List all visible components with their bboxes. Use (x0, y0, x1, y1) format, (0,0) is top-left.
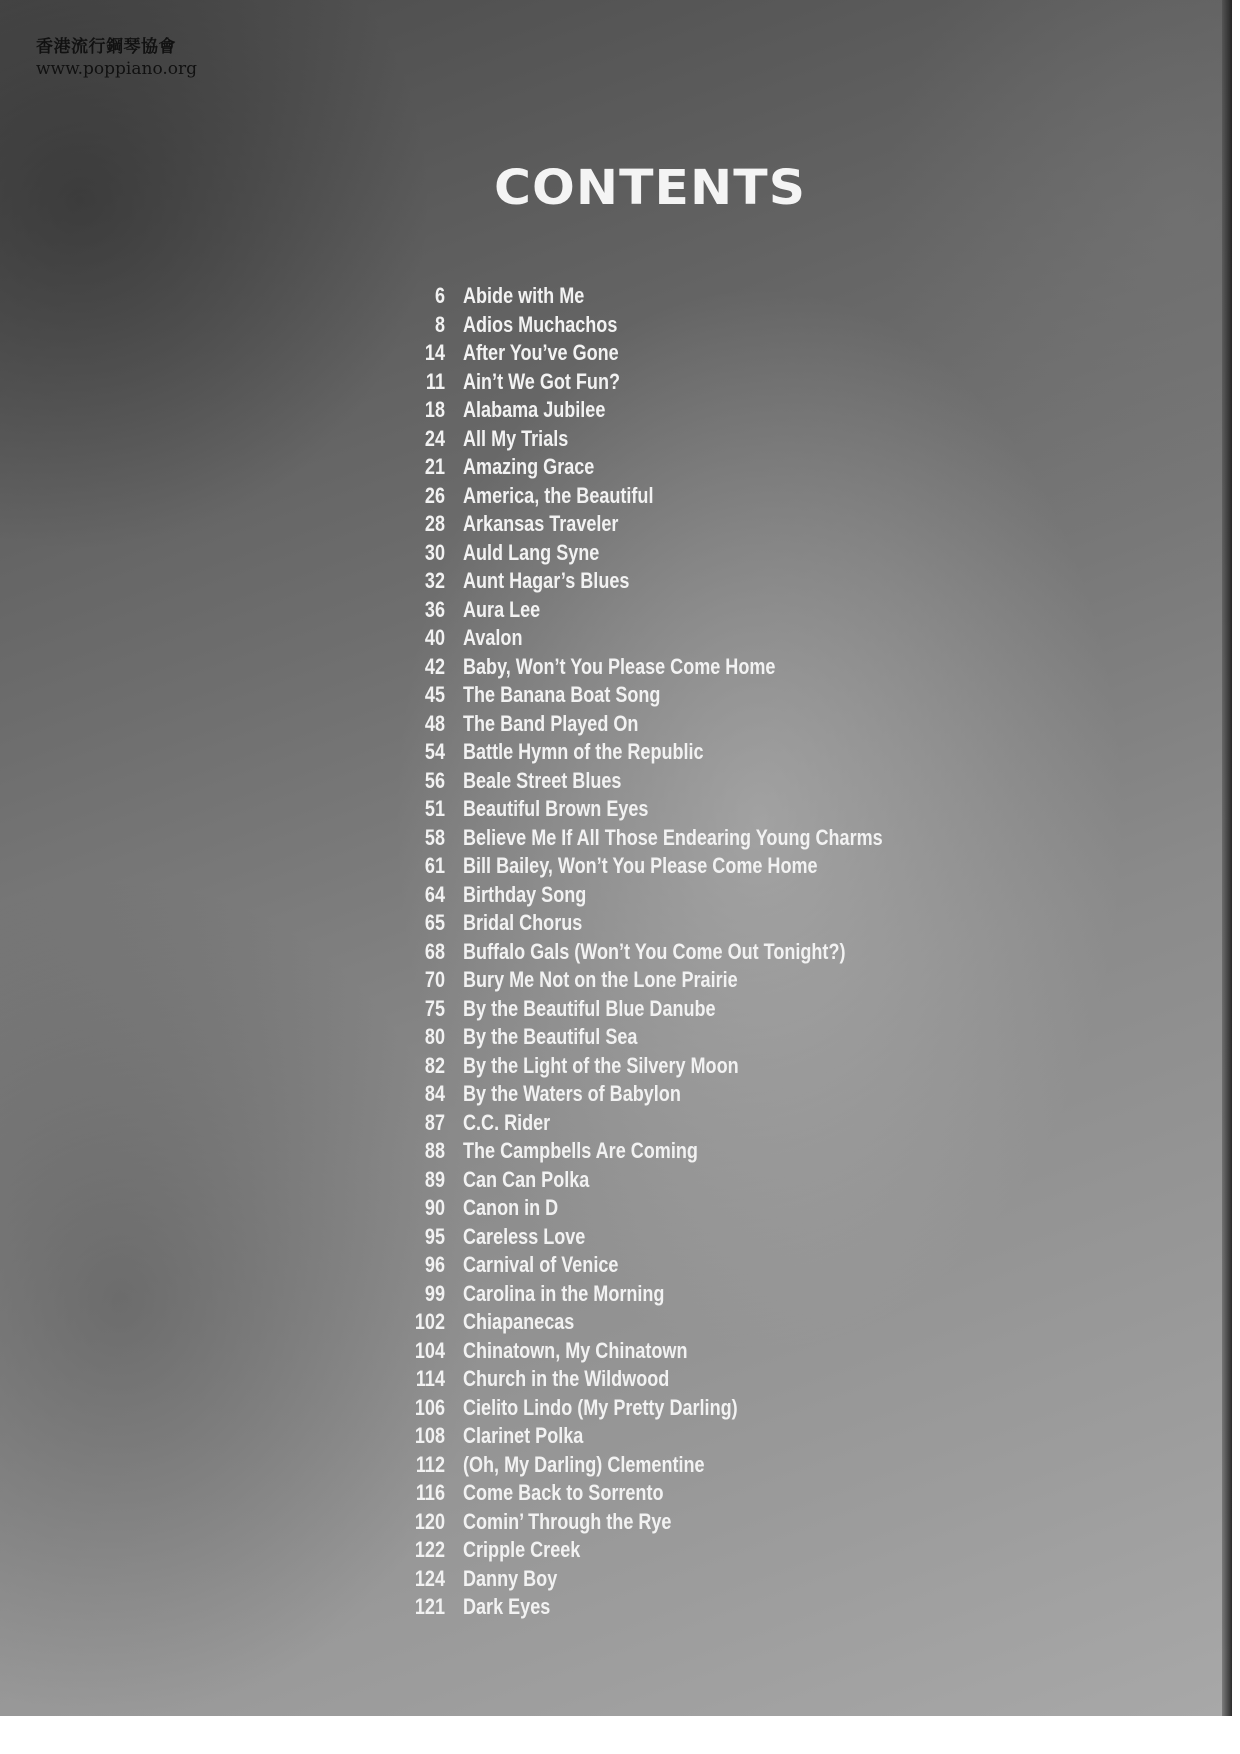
entry-page-number: 30 (424, 539, 445, 565)
entry-page-number: 88 (424, 1138, 445, 1164)
entry-page-number: 106 (414, 1394, 445, 1420)
entry-song-title: Comin’ Through the Rye (463, 1508, 672, 1534)
watermark-url: www.poppiano.org (36, 59, 198, 79)
entry-song-title: Birthday Song (463, 881, 587, 907)
entry-song-title: Cripple Creek (463, 1537, 581, 1563)
contents-entry (395, 1080, 975, 1109)
contents-entry (395, 396, 975, 425)
entry-song-title: Baby, Won’t You Please Come Home (463, 653, 776, 679)
entry-song-title: Dark Eyes (463, 1594, 551, 1620)
entry-page-number: 102 (414, 1309, 445, 1335)
entry-page-number: 11 (425, 368, 445, 394)
entry-page-number: 51 (424, 796, 445, 822)
entry-page-number: 18 (424, 397, 445, 423)
contents-entry (395, 510, 975, 539)
entry-page-number: 99 (424, 1280, 445, 1306)
entry-song-title: Church in the Wildwood (463, 1366, 670, 1392)
entry-song-title: Auld Lang Syne (463, 539, 600, 565)
entry-page-number: 96 (424, 1252, 445, 1278)
contents-entry (395, 453, 975, 482)
entry-page-number: 40 (424, 625, 445, 651)
contents-entry (395, 881, 975, 910)
entry-page-number: 64 (424, 881, 445, 907)
contents-entry (395, 966, 975, 995)
entry-page-number: 54 (424, 739, 445, 765)
contents-entry (395, 824, 975, 853)
contents-entry (395, 1451, 975, 1480)
entry-song-title: Carolina in the Morning (463, 1280, 665, 1306)
entry-song-title: Ain’t We Got Fun? (463, 368, 620, 394)
contents-entry (395, 482, 975, 511)
entry-song-title: (Oh, My Darling) Clementine (463, 1451, 705, 1477)
entry-song-title: Battle Hymn of the Republic (463, 739, 704, 765)
entry-song-title: Careless Love (463, 1223, 586, 1249)
entry-song-title: Buffalo Gals (Won’t You Come Out Tonight?) (463, 938, 846, 964)
contents-entry (395, 1365, 975, 1394)
entry-page-number: 89 (424, 1166, 445, 1192)
entry-page-number: 68 (424, 938, 445, 964)
entry-song-title: Adios Muchachos (463, 311, 618, 337)
entry-page-number: 32 (424, 568, 445, 594)
entry-song-title: Aunt Hagar’s Blues (463, 568, 630, 594)
entry-song-title: Canon in D (463, 1195, 559, 1221)
entry-song-title: Bridal Chorus (463, 910, 583, 936)
entry-page-number: 28 (424, 511, 445, 537)
entry-song-title: Avalon (463, 625, 523, 651)
contents-entry (395, 653, 975, 682)
contents-entry (395, 1194, 975, 1223)
entry-song-title: Beautiful Brown Eyes (463, 796, 649, 822)
contents-entry (395, 1023, 975, 1052)
contents-entry (395, 738, 975, 767)
entry-song-title: Can Can Polka (463, 1166, 590, 1192)
contents-entry (395, 1337, 975, 1366)
entry-song-title: By the Waters of Babylon (463, 1081, 681, 1107)
entry-song-title: Clarinet Polka (463, 1423, 584, 1449)
entry-song-title: All My Trials (463, 425, 569, 451)
entry-song-title: After You’ve Gone (463, 340, 619, 366)
entry-page-number: 42 (424, 653, 445, 679)
contents-list (395, 282, 975, 1622)
contents-entry (395, 425, 975, 454)
entry-page-number: 61 (424, 853, 445, 879)
contents-entry (395, 624, 975, 653)
contents-entry (395, 1137, 975, 1166)
contents-entry (395, 852, 975, 881)
entry-song-title: The Campbells Are Coming (463, 1138, 698, 1164)
watermark-chinese: 香港流行鋼琴協會 (36, 37, 176, 57)
entry-song-title: Alabama Jubilee (463, 397, 606, 423)
contents-entry (395, 1394, 975, 1423)
contents-entry (395, 1052, 975, 1081)
entry-song-title: Believe Me If All Those Endearing Young Charms (463, 824, 883, 850)
contents-entry (395, 1536, 975, 1565)
entry-page-number: 14 (424, 340, 445, 366)
entry-song-title: Chinatown, My Chinatown (463, 1337, 688, 1363)
contents-entry (395, 995, 975, 1024)
entry-page-number: 36 (424, 596, 445, 622)
entry-page-number: 121 (414, 1594, 445, 1620)
contents-entry (395, 1308, 975, 1337)
watermark (36, 36, 197, 80)
entry-page-number: 48 (424, 710, 445, 736)
contents-entry (395, 339, 975, 368)
entry-song-title: The Banana Boat Song (463, 682, 661, 708)
entry-page-number: 75 (424, 995, 445, 1021)
entry-page-number: 114 (415, 1366, 445, 1392)
entry-page-number: 104 (414, 1337, 445, 1363)
entry-page-number: 87 (424, 1109, 445, 1135)
entry-page-number: 24 (424, 425, 445, 451)
page-title: CONTENTS (493, 160, 807, 216)
contents-entry (395, 909, 975, 938)
entry-page-number: 112 (415, 1451, 445, 1477)
entry-page-number: 120 (414, 1508, 445, 1534)
contents-entry (395, 311, 975, 340)
entry-page-number: 90 (424, 1195, 445, 1221)
entry-page-number: 6 (434, 283, 445, 309)
contents-entry (395, 710, 975, 739)
entry-page-number: 21 (424, 454, 445, 480)
entry-page-number: 82 (424, 1052, 445, 1078)
entry-song-title: Bill Bailey, Won’t You Please Come Home (463, 853, 818, 879)
entry-song-title: Come Back to Sorrento (463, 1480, 664, 1506)
contents-entry (395, 795, 975, 824)
entry-page-number: 80 (424, 1024, 445, 1050)
entry-page-number: 56 (424, 767, 445, 793)
entry-page-number: 8 (434, 311, 445, 337)
entry-song-title: Aura Lee (463, 596, 541, 622)
entry-song-title: Carnival of Venice (463, 1252, 619, 1278)
contents-entry (395, 1479, 975, 1508)
contents-entry (395, 567, 975, 596)
entry-song-title: Cielito Lindo (My Pretty Darling) (463, 1394, 738, 1420)
contents-entry (395, 1593, 975, 1622)
entry-page-number: 95 (424, 1223, 445, 1249)
contents-entry (395, 282, 975, 311)
entry-page-number: 122 (414, 1537, 445, 1563)
page-edge-shadow (1222, 0, 1232, 1716)
entry-song-title: Amazing Grace (463, 454, 595, 480)
contents-entry (395, 1223, 975, 1252)
contents-entry (395, 368, 975, 397)
contents-entry (395, 596, 975, 625)
contents-entry (395, 1251, 975, 1280)
entry-page-number: 58 (424, 824, 445, 850)
entry-page-number: 84 (424, 1081, 445, 1107)
entry-song-title: Danny Boy (463, 1565, 558, 1591)
entry-song-title: By the Beautiful Sea (463, 1024, 638, 1050)
entry-song-title: C.C. Rider (463, 1109, 551, 1135)
contents-entry (395, 767, 975, 796)
entry-page-number: 108 (414, 1423, 445, 1449)
entry-song-title: Beale Street Blues (463, 767, 622, 793)
entry-page-number: 124 (414, 1565, 445, 1591)
contents-entry (395, 681, 975, 710)
contents-entry (395, 1280, 975, 1309)
entry-song-title: Arkansas Traveler (463, 511, 619, 537)
entry-song-title: Bury Me Not on the Lone Prairie (463, 967, 738, 993)
contents-entry (395, 1508, 975, 1537)
entry-page-number: 45 (424, 682, 445, 708)
entry-page-number: 65 (424, 910, 445, 936)
entry-song-title: Abide with Me (463, 283, 585, 309)
entry-song-title: The Band Played On (463, 710, 639, 736)
contents-entry (395, 539, 975, 568)
contents-entry (395, 1166, 975, 1195)
contents-entry (395, 1565, 975, 1594)
entry-song-title: Chiapanecas (463, 1309, 575, 1335)
entry-page-number: 116 (415, 1480, 445, 1506)
entry-song-title: By the Beautiful Blue Danube (463, 995, 716, 1021)
entry-song-title: America, the Beautiful (463, 482, 654, 508)
contents-entry (395, 938, 975, 967)
contents-entry (395, 1109, 975, 1138)
entry-page-number: 70 (424, 967, 445, 993)
entry-song-title: By the Light of the Silvery Moon (463, 1052, 739, 1078)
entry-page-number: 26 (424, 482, 445, 508)
contents-entry (395, 1422, 975, 1451)
